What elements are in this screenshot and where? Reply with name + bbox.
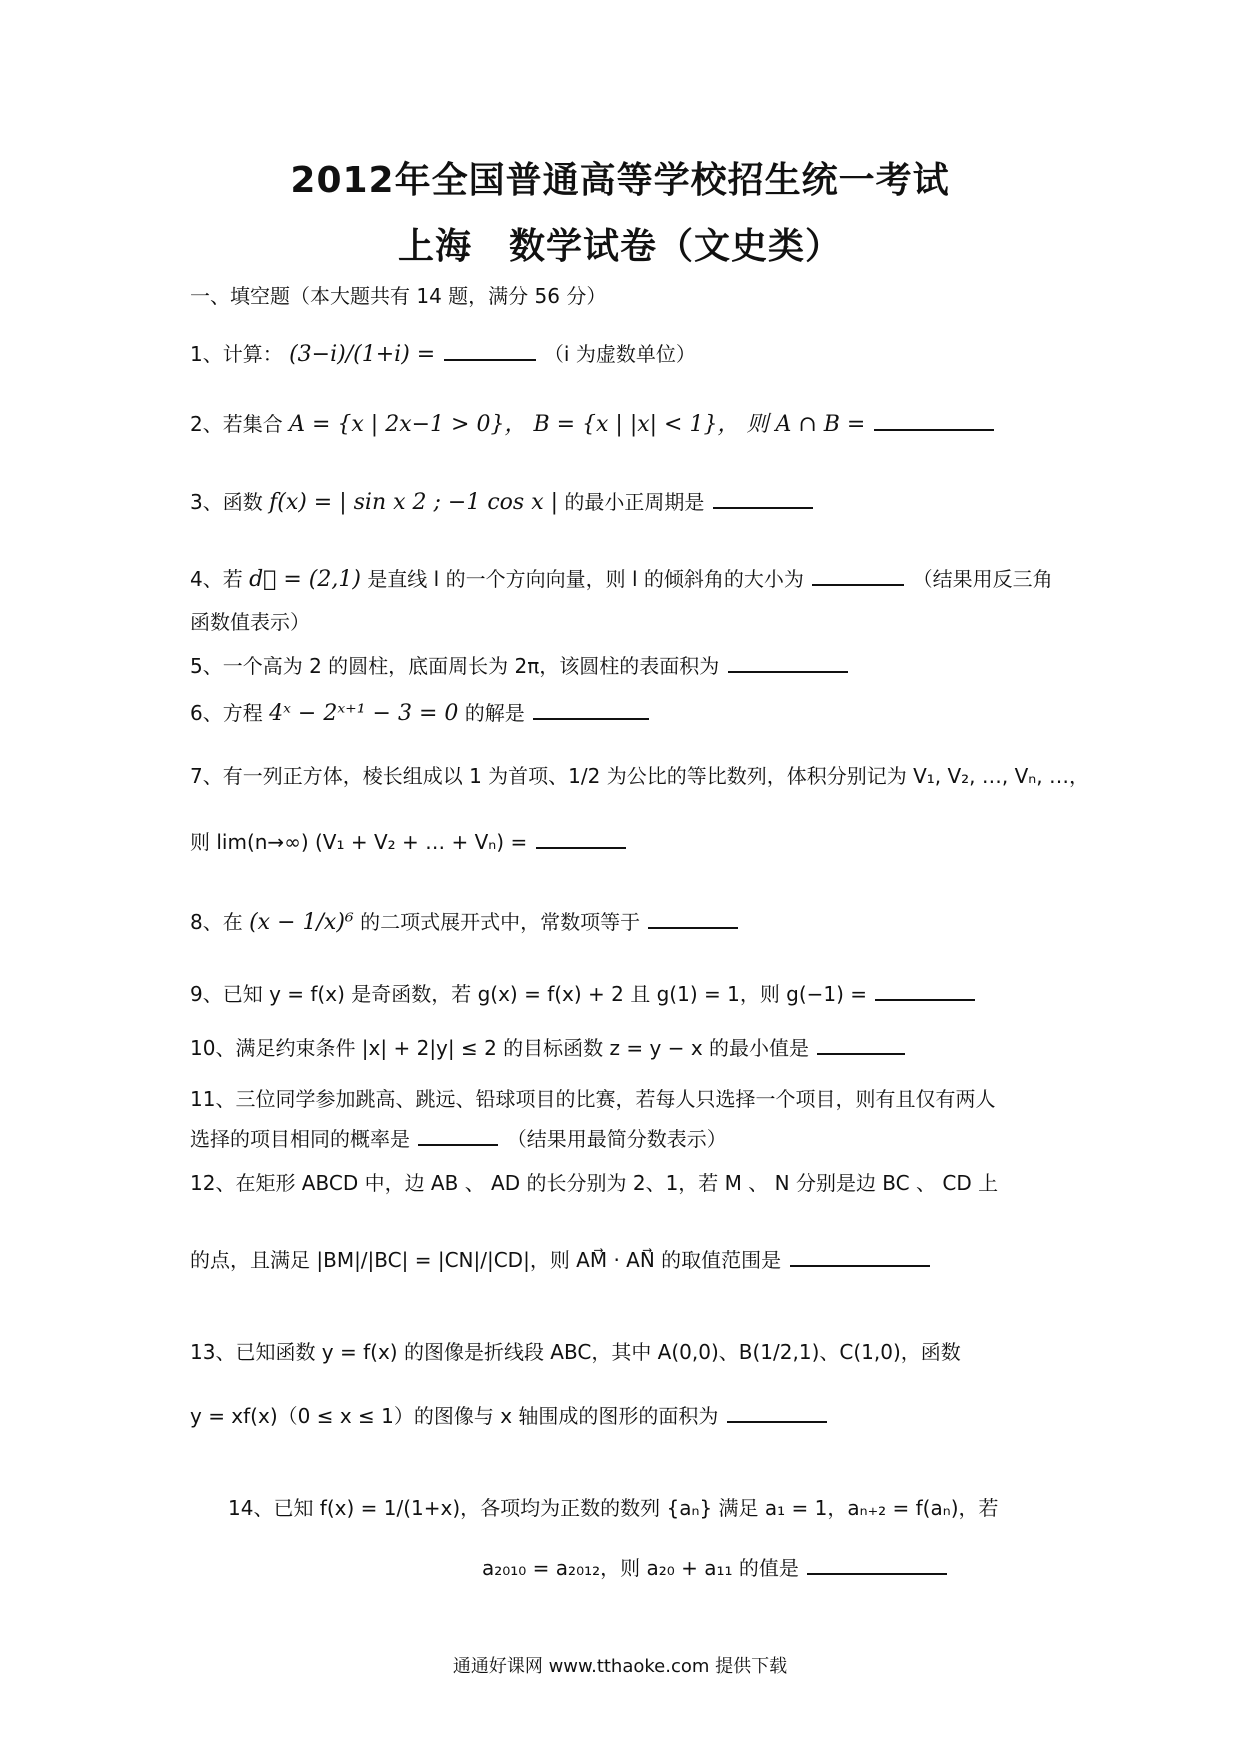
exam-title: 2012年全国普通高等学校招生统一考试	[290, 160, 950, 201]
question-11-continued: 选择的项目相同的概率是 （结果用最简分数表示）	[190, 1127, 727, 1151]
exam-subtitle: 上海 数学试卷（文史类）	[397, 226, 842, 267]
answer-blank	[807, 1572, 947, 1575]
answer-blank	[727, 1420, 827, 1423]
question-4: 4、若 d⃗ = (2,1) 是直线 l 的一个方向向量，则 l 的倾斜角的大小为 （结果用反三角	[190, 567, 1053, 592]
section-heading: 一、填空题（本大题共有 14 题，满分 56 分）	[190, 284, 607, 308]
q2-expression: A = {x | 2x−1 > 0}， B = {x | |x| < 1}， 则 A ∩ B =	[289, 412, 866, 437]
q3-determinant: f(x) = | sin x 2 ; −1 cos x |	[269, 490, 559, 515]
question-7: 7、有一列正方体，棱长组成以 1 为首项、1/2 为公比的等比数列，体积分别记为 V₁, V₂, …, Vₙ, …，	[190, 764, 1089, 788]
question-10: 10、满足约束条件 |x| + 2|y| ≤ 2 的目标函数 z = y − x 的最小值是	[190, 1036, 907, 1060]
question-12-continued: 的点，且满足 |BM|/|BC| = |CN|/|CD|，则 AM⃗ · AN⃗ 的取值范围是	[190, 1248, 932, 1272]
answer-blank	[648, 926, 738, 929]
answer-blank	[817, 1052, 905, 1055]
answer-blank	[874, 428, 994, 431]
answer-blank	[812, 583, 904, 586]
question-9: 9、已知 y = f(x) 是奇函数，若 g(x) = f(x) + 2 且 g(1) = 1，则 g(−1) =	[190, 982, 977, 1006]
question-13: 13、已知函数 y = f(x) 的图像是折线段 ABC，其中 A(0,0)、B(1/2,1)、C(1,0)，函数	[190, 1340, 961, 1364]
answer-blank	[875, 998, 975, 1001]
question-1: 1、计算： (3−i)/(1+i) = （i 为虚数单位）	[190, 342, 696, 367]
question-4-continued: 函数值表示）	[190, 610, 310, 634]
question-5: 5、一个高为 2 的圆柱，底面周长为 2π，该圆柱的表面积为	[190, 654, 850, 678]
answer-blank	[728, 670, 848, 673]
question-14: 14、已知 f(x) = 1/(1+x)，各项均为正数的数列 {aₙ} 满足 a₁ = 1，aₙ₊₂ = f(aₙ)，若	[228, 1496, 999, 1520]
q4-vector: d⃗ = (2,1)	[249, 567, 361, 592]
question-6: 6、方程 4ˣ − 2ˣ⁺¹ − 3 = 0 的解是	[190, 701, 651, 727]
answer-blank	[418, 1143, 498, 1146]
question-8: 8、在 (x − 1/x)⁶ 的二项式展开式中，常数项等于	[190, 910, 740, 936]
answer-blank	[790, 1264, 930, 1267]
question-13-continued: y = xf(x)（0 ≤ x ≤ 1）的图像与 x 轴围成的图形的面积为	[190, 1404, 829, 1428]
answer-blank	[536, 846, 626, 849]
answer-blank	[533, 717, 649, 720]
answer-blank	[713, 506, 813, 509]
footer-credit: 通通好课网 www.tthaoke.com 提供下载	[452, 1656, 788, 1677]
question-11: 11、三位同学参加跳高、跳远、铅球项目的比赛，若每人只选择一个项目，则有且仅有两人	[190, 1087, 996, 1111]
question-7-limit: 则 lim(n→∞) (V₁ + V₂ + … + Vₙ) =	[190, 830, 628, 854]
answer-blank	[444, 358, 536, 361]
q8-binomial: (x − 1/x)⁶	[249, 910, 354, 935]
q6-equation: 4ˣ − 2ˣ⁺¹ − 3 = 0	[269, 701, 459, 726]
question-12: 12、在矩形 ABCD 中，边 AB 、 AD 的长分别为 2、1，若 M 、 N 分别是边 BC 、 CD 上	[190, 1171, 999, 1195]
question-3: 3、函数 f(x) = | sin x 2 ; −1 cos x | 的最小正周期是	[190, 490, 815, 516]
question-14-continued: a₂₀₁₀ = a₂₀₁₂，则 a₂₀ + a₁₁ 的值是	[482, 1556, 949, 1580]
question-2: 2、若集合 A = {x | 2x−1 > 0}， B = {x | |x| < 1}， 则 A ∩ B =	[190, 412, 996, 438]
q1-expression: (3−i)/(1+i) =	[289, 342, 436, 367]
